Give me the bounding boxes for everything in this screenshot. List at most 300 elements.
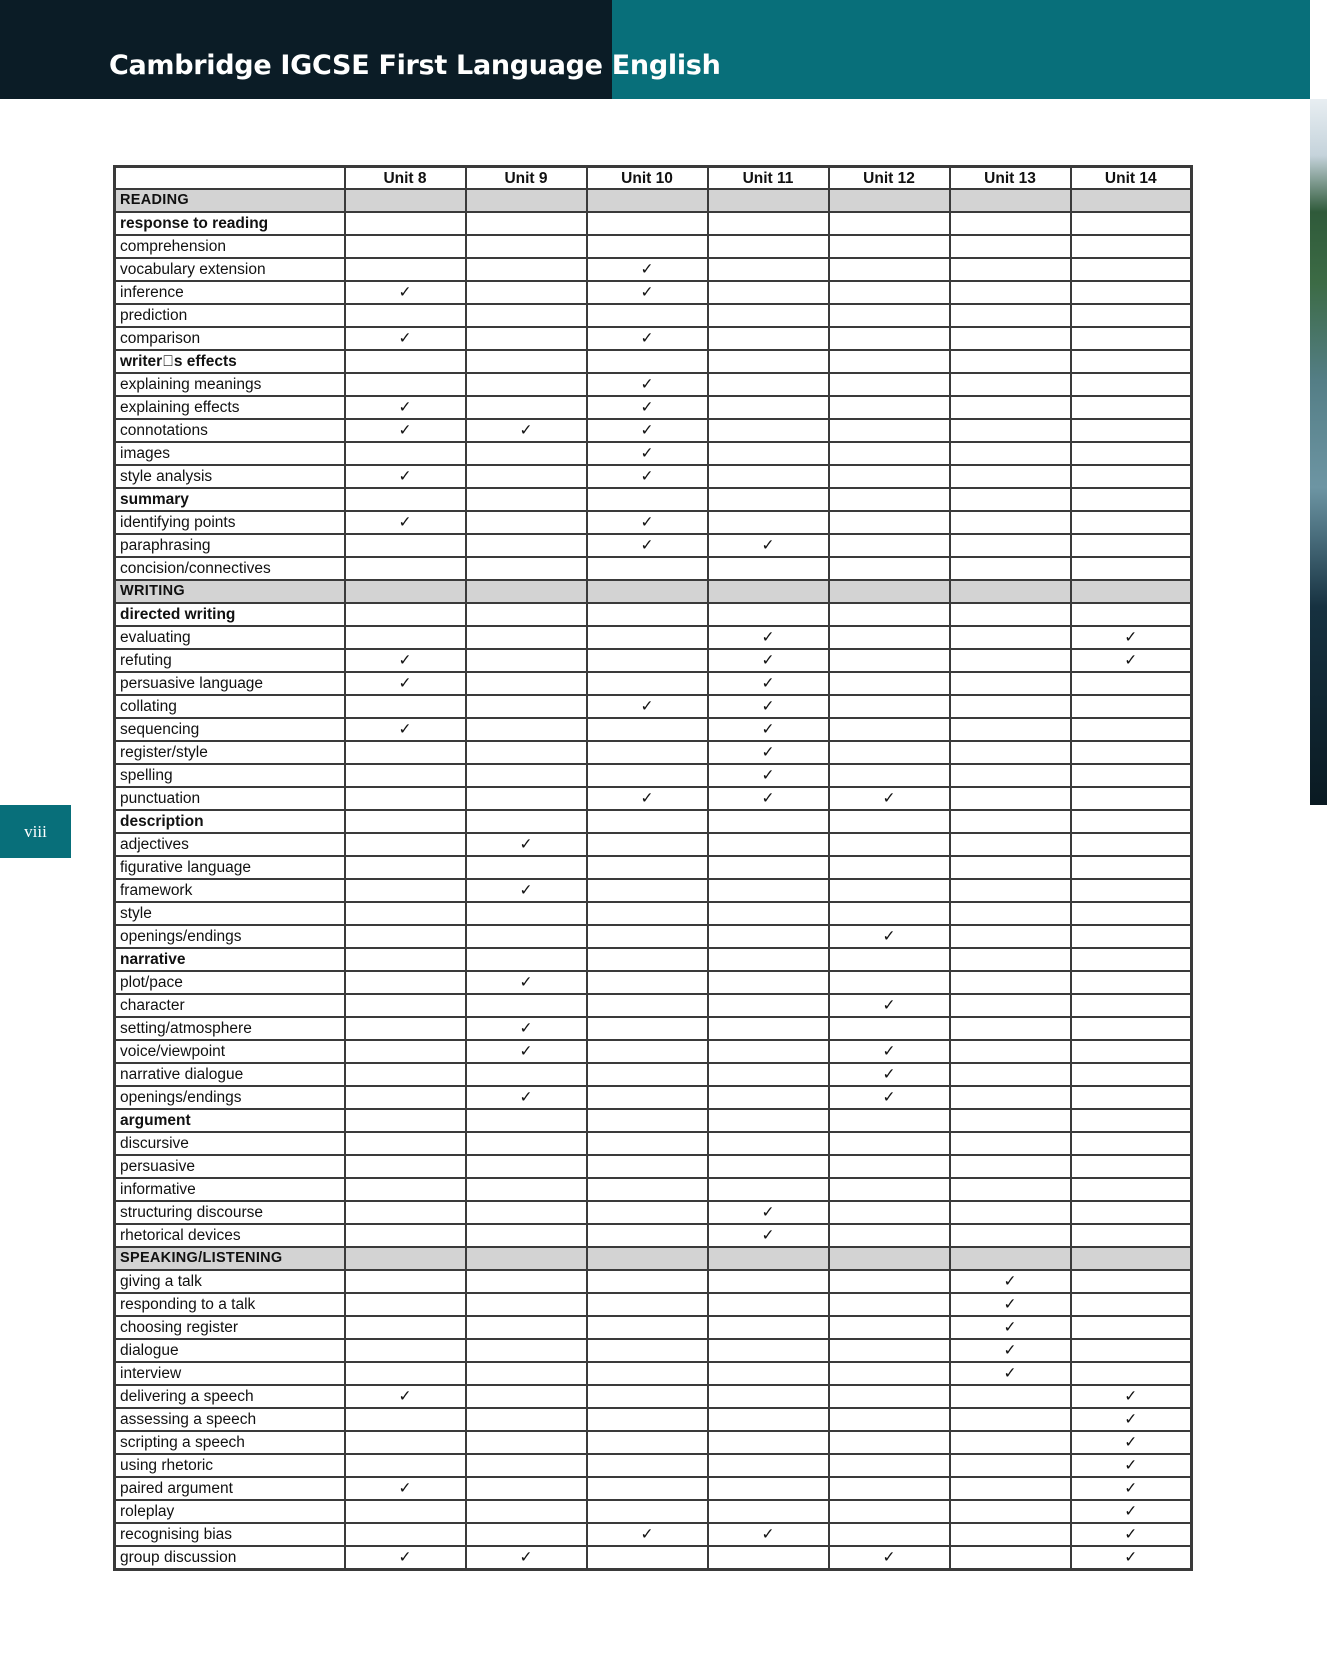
- empty-cell: [950, 1523, 1071, 1546]
- empty-cell: [708, 396, 829, 419]
- empty-cell: [345, 902, 466, 925]
- table-row: [115, 1270, 1192, 1293]
- empty-cell: [708, 1316, 829, 1339]
- table-row: [115, 649, 1192, 672]
- empty-cell: [466, 1109, 587, 1132]
- table-row: [115, 925, 1192, 948]
- empty-cell: [587, 1017, 708, 1040]
- row-label: paraphrasing: [115, 534, 345, 557]
- empty-cell: [345, 212, 466, 235]
- empty-cell: [950, 649, 1071, 672]
- check-mark-cell: ✓: [829, 1063, 950, 1086]
- empty-cell: [708, 948, 829, 971]
- empty-cell: [345, 1040, 466, 1063]
- empty-cell: [950, 672, 1071, 695]
- subheading-row: [115, 810, 1192, 833]
- empty-cell: [466, 741, 587, 764]
- empty-cell: [950, 396, 1071, 419]
- empty-cell: [829, 626, 950, 649]
- empty-cell: [950, 856, 1071, 879]
- check-mark-cell: ✓: [708, 1224, 829, 1247]
- empty-cell: [950, 1408, 1071, 1431]
- table-row: [115, 396, 1192, 419]
- empty-cell: [345, 235, 466, 258]
- empty-cell: [950, 304, 1071, 327]
- empty-cell: [950, 235, 1071, 258]
- empty-cell: [708, 304, 829, 327]
- empty-cell: [466, 304, 587, 327]
- empty-cell: [708, 1017, 829, 1040]
- empty-cell: [829, 718, 950, 741]
- check-mark-cell: ✓: [829, 1040, 950, 1063]
- empty-cell: [950, 534, 1071, 557]
- empty-cell: [829, 1155, 950, 1178]
- empty-cell: [345, 833, 466, 856]
- empty-cell: [1071, 212, 1192, 235]
- empty-cell: [1071, 1293, 1192, 1316]
- empty-cell: [345, 1408, 466, 1431]
- empty-cell: [466, 1431, 587, 1454]
- empty-cell: [345, 1178, 466, 1201]
- check-mark-cell: ✓: [466, 1017, 587, 1040]
- empty-cell: [829, 465, 950, 488]
- empty-cell: [466, 764, 587, 787]
- empty-cell: [950, 1431, 1071, 1454]
- empty-cell: [708, 1385, 829, 1408]
- empty-cell: [950, 488, 1071, 511]
- empty-cell: [1071, 1201, 1192, 1224]
- check-mark-cell: ✓: [466, 1040, 587, 1063]
- empty-cell: [466, 235, 587, 258]
- empty-cell: [345, 1224, 466, 1247]
- empty-cell: [345, 1293, 466, 1316]
- empty-cell: [950, 1224, 1071, 1247]
- table-row: [115, 1385, 1192, 1408]
- table-row: [115, 1201, 1192, 1224]
- row-label: narrative: [115, 948, 345, 971]
- empty-cell: [587, 1155, 708, 1178]
- empty-cell: [466, 1500, 587, 1523]
- empty-cell: [829, 1270, 950, 1293]
- table-row: [115, 879, 1192, 902]
- empty-cell: [587, 580, 708, 603]
- row-label: responding to a talk: [115, 1293, 345, 1316]
- empty-cell: [829, 1017, 950, 1040]
- empty-cell: [829, 511, 950, 534]
- empty-cell: [829, 534, 950, 557]
- column-header: Unit 8: [345, 167, 466, 190]
- empty-cell: [829, 258, 950, 281]
- row-label: recognising bias: [115, 1523, 345, 1546]
- empty-cell: [345, 1247, 466, 1270]
- check-mark-cell: ✓: [466, 419, 587, 442]
- empty-cell: [708, 189, 829, 212]
- row-label: argument: [115, 1109, 345, 1132]
- empty-cell: [1071, 902, 1192, 925]
- empty-cell: [466, 1385, 587, 1408]
- empty-cell: [708, 580, 829, 603]
- empty-cell: [950, 902, 1071, 925]
- empty-cell: [829, 1339, 950, 1362]
- empty-cell: [466, 350, 587, 373]
- edge-photo-strip: [1310, 99, 1327, 805]
- table-row: [115, 511, 1192, 534]
- page-number: viii: [24, 821, 47, 841]
- row-label: roleplay: [115, 1500, 345, 1523]
- empty-cell: [466, 1247, 587, 1270]
- empty-cell: [829, 1316, 950, 1339]
- row-label: structuring discourse: [115, 1201, 345, 1224]
- check-mark-cell: ✓: [1071, 1408, 1192, 1431]
- empty-cell: [1071, 672, 1192, 695]
- empty-cell: [466, 1454, 587, 1477]
- empty-cell: [587, 718, 708, 741]
- empty-cell: [466, 994, 587, 1017]
- empty-cell: [587, 1293, 708, 1316]
- empty-cell: [1071, 258, 1192, 281]
- empty-cell: [1071, 718, 1192, 741]
- empty-cell: [708, 1362, 829, 1385]
- empty-cell: [829, 580, 950, 603]
- check-mark-cell: ✓: [708, 626, 829, 649]
- table-row: [115, 626, 1192, 649]
- check-mark-cell: ✓: [1071, 1431, 1192, 1454]
- empty-cell: [1071, 1339, 1192, 1362]
- row-label: register/style: [115, 741, 345, 764]
- subheading-row: [115, 350, 1192, 373]
- empty-cell: [950, 442, 1071, 465]
- check-mark-cell: ✓: [950, 1316, 1071, 1339]
- empty-cell: [950, 925, 1071, 948]
- empty-cell: [345, 1431, 466, 1454]
- empty-cell: [1071, 1132, 1192, 1155]
- empty-cell: [950, 764, 1071, 787]
- table-row: [115, 971, 1192, 994]
- empty-cell: [829, 419, 950, 442]
- empty-cell: [1071, 396, 1192, 419]
- empty-cell: [829, 695, 950, 718]
- empty-cell: [345, 1155, 466, 1178]
- row-label: sequencing: [115, 718, 345, 741]
- row-label: using rhetoric: [115, 1454, 345, 1477]
- table-row: [115, 695, 1192, 718]
- check-mark-cell: ✓: [587, 327, 708, 350]
- row-label: images: [115, 442, 345, 465]
- check-mark-cell: ✓: [950, 1339, 1071, 1362]
- row-label: response to reading: [115, 212, 345, 235]
- empty-cell: [466, 534, 587, 557]
- empty-cell: [345, 695, 466, 718]
- empty-cell: [587, 741, 708, 764]
- empty-cell: [1071, 1040, 1192, 1063]
- empty-cell: [466, 1477, 587, 1500]
- row-label: READING: [115, 189, 345, 212]
- empty-cell: [708, 971, 829, 994]
- empty-cell: [708, 1477, 829, 1500]
- empty-cell: [466, 810, 587, 833]
- empty-cell: [1071, 925, 1192, 948]
- empty-cell: [708, 465, 829, 488]
- row-label: vocabulary extension: [115, 258, 345, 281]
- empty-cell: [345, 1017, 466, 1040]
- empty-cell: [587, 1178, 708, 1201]
- empty-cell: [587, 1500, 708, 1523]
- table-row: [115, 281, 1192, 304]
- check-mark-cell: ✓: [1071, 626, 1192, 649]
- empty-cell: [950, 695, 1071, 718]
- empty-cell: [1071, 741, 1192, 764]
- check-mark-cell: ✓: [708, 787, 829, 810]
- empty-cell: [829, 488, 950, 511]
- check-mark-cell: ✓: [587, 465, 708, 488]
- empty-cell: [829, 1132, 950, 1155]
- empty-cell: [466, 1293, 587, 1316]
- check-mark-cell: ✓: [345, 465, 466, 488]
- empty-cell: [829, 1523, 950, 1546]
- empty-cell: [345, 1362, 466, 1385]
- empty-cell: [345, 925, 466, 948]
- empty-cell: [466, 1155, 587, 1178]
- column-header: Unit 14: [1071, 167, 1192, 190]
- row-label: interview: [115, 1362, 345, 1385]
- empty-cell: [587, 626, 708, 649]
- empty-cell: [1071, 281, 1192, 304]
- empty-cell: [466, 465, 587, 488]
- empty-cell: [950, 465, 1071, 488]
- empty-cell: [708, 442, 829, 465]
- check-mark-cell: ✓: [950, 1270, 1071, 1293]
- check-mark-cell: ✓: [466, 833, 587, 856]
- empty-cell: [345, 1201, 466, 1224]
- empty-cell: [829, 1293, 950, 1316]
- check-mark-cell: ✓: [466, 879, 587, 902]
- empty-cell: [587, 1109, 708, 1132]
- check-mark-cell: ✓: [829, 1546, 950, 1570]
- empty-cell: [829, 281, 950, 304]
- empty-cell: [1071, 1178, 1192, 1201]
- empty-cell: [708, 1408, 829, 1431]
- empty-cell: [466, 212, 587, 235]
- empty-cell: [950, 1247, 1071, 1270]
- empty-cell: [829, 1224, 950, 1247]
- empty-cell: [587, 1431, 708, 1454]
- empty-cell: [587, 1224, 708, 1247]
- empty-cell: [708, 281, 829, 304]
- row-label: connotations: [115, 419, 345, 442]
- empty-cell: [587, 879, 708, 902]
- empty-cell: [829, 833, 950, 856]
- empty-cell: [950, 626, 1071, 649]
- row-label: collating: [115, 695, 345, 718]
- empty-cell: [708, 488, 829, 511]
- empty-cell: [950, 557, 1071, 580]
- check-mark-cell: ✓: [587, 1523, 708, 1546]
- empty-cell: [708, 1155, 829, 1178]
- empty-cell: [829, 856, 950, 879]
- check-mark-cell: ✓: [829, 787, 950, 810]
- empty-cell: [950, 971, 1071, 994]
- row-label: directed writing: [115, 603, 345, 626]
- empty-cell: [950, 603, 1071, 626]
- empty-cell: [708, 1040, 829, 1063]
- empty-cell: [1071, 764, 1192, 787]
- header-row: [115, 167, 1192, 190]
- empty-cell: [829, 350, 950, 373]
- empty-cell: [1071, 327, 1192, 350]
- empty-cell: [829, 948, 950, 971]
- check-mark-cell: ✓: [829, 994, 950, 1017]
- table-row: [115, 902, 1192, 925]
- empty-cell: [708, 1293, 829, 1316]
- empty-cell: [1071, 1316, 1192, 1339]
- check-mark-cell: ✓: [708, 649, 829, 672]
- check-mark-cell: ✓: [587, 534, 708, 557]
- table-row: [115, 672, 1192, 695]
- empty-cell: [1071, 787, 1192, 810]
- empty-cell: [708, 603, 829, 626]
- check-mark-cell: ✓: [1071, 1454, 1192, 1477]
- empty-cell: [1071, 695, 1192, 718]
- empty-cell: [708, 373, 829, 396]
- empty-cell: [708, 856, 829, 879]
- empty-cell: [587, 557, 708, 580]
- table-row: [115, 1500, 1192, 1523]
- empty-cell: [1071, 465, 1192, 488]
- column-header: Unit 10: [587, 167, 708, 190]
- empty-cell: [708, 1086, 829, 1109]
- row-label: assessing a speech: [115, 1408, 345, 1431]
- empty-cell: [708, 1500, 829, 1523]
- check-mark-cell: ✓: [466, 971, 587, 994]
- skills-table: [113, 165, 1193, 1571]
- table-row: [115, 833, 1192, 856]
- empty-cell: [950, 212, 1071, 235]
- empty-cell: [829, 1477, 950, 1500]
- row-label: refuting: [115, 649, 345, 672]
- empty-cell: [587, 1385, 708, 1408]
- check-mark-cell: ✓: [587, 695, 708, 718]
- check-mark-cell: ✓: [708, 741, 829, 764]
- empty-cell: [950, 1040, 1071, 1063]
- check-mark-cell: ✓: [345, 327, 466, 350]
- table-row: [115, 1086, 1192, 1109]
- empty-cell: [587, 1546, 708, 1570]
- section-row: [115, 1247, 1192, 1270]
- empty-cell: [950, 1178, 1071, 1201]
- page-number-tab: [0, 805, 71, 858]
- row-label: group discussion: [115, 1546, 345, 1570]
- empty-cell: [587, 1454, 708, 1477]
- empty-cell: [950, 1477, 1071, 1500]
- empty-cell: [950, 879, 1071, 902]
- empty-cell: [829, 212, 950, 235]
- empty-cell: [829, 902, 950, 925]
- row-label: giving a talk: [115, 1270, 345, 1293]
- check-mark-cell: ✓: [708, 695, 829, 718]
- empty-cell: [345, 856, 466, 879]
- row-label: paired argument: [115, 1477, 345, 1500]
- row-label: figurative language: [115, 856, 345, 879]
- empty-cell: [1071, 833, 1192, 856]
- empty-cell: [1071, 419, 1192, 442]
- row-label: dialogue: [115, 1339, 345, 1362]
- empty-cell: [950, 1109, 1071, 1132]
- empty-cell: [587, 1040, 708, 1063]
- empty-cell: [466, 189, 587, 212]
- row-label: narrative dialogue: [115, 1063, 345, 1086]
- empty-cell: [345, 488, 466, 511]
- row-label: explaining meanings: [115, 373, 345, 396]
- empty-cell: [587, 1086, 708, 1109]
- table-row: [115, 327, 1192, 350]
- subheading-row: [115, 212, 1192, 235]
- table-row: [115, 1063, 1192, 1086]
- check-mark-cell: ✓: [829, 1086, 950, 1109]
- empty-cell: [950, 1385, 1071, 1408]
- empty-cell: [829, 189, 950, 212]
- table-body: [115, 189, 1192, 1570]
- row-label: identifying points: [115, 511, 345, 534]
- check-mark-cell: ✓: [1071, 1385, 1192, 1408]
- empty-cell: [950, 419, 1071, 442]
- empty-cell: [708, 925, 829, 948]
- empty-cell: [708, 212, 829, 235]
- empty-cell: [708, 1178, 829, 1201]
- empty-cell: [1071, 557, 1192, 580]
- empty-cell: [829, 672, 950, 695]
- empty-cell: [708, 1431, 829, 1454]
- row-label: prediction: [115, 304, 345, 327]
- empty-cell: [950, 580, 1071, 603]
- empty-cell: [345, 1132, 466, 1155]
- empty-cell: [950, 281, 1071, 304]
- check-mark-cell: ✓: [1071, 1500, 1192, 1523]
- row-label: voice/viewpoint: [115, 1040, 345, 1063]
- empty-cell: [950, 1063, 1071, 1086]
- empty-cell: [345, 373, 466, 396]
- table-row: [115, 235, 1192, 258]
- row-label: openings/endings: [115, 925, 345, 948]
- empty-cell: [1071, 1362, 1192, 1385]
- row-label: evaluating: [115, 626, 345, 649]
- table-row: [115, 787, 1192, 810]
- row-label: writer s effects: [115, 350, 345, 373]
- check-mark-cell: ✓: [829, 925, 950, 948]
- empty-cell: [950, 373, 1071, 396]
- empty-cell: [829, 603, 950, 626]
- empty-cell: [950, 1201, 1071, 1224]
- table-row: [115, 994, 1192, 1017]
- table-row: [115, 557, 1192, 580]
- empty-cell: [345, 350, 466, 373]
- empty-cell: [1071, 511, 1192, 534]
- empty-cell: [1071, 603, 1192, 626]
- table-row: [115, 1155, 1192, 1178]
- empty-cell: [587, 672, 708, 695]
- check-mark-cell: ✓: [345, 1546, 466, 1570]
- subheading-row: [115, 1109, 1192, 1132]
- empty-cell: [466, 580, 587, 603]
- empty-cell: [466, 1362, 587, 1385]
- empty-cell: [829, 1385, 950, 1408]
- check-mark-cell: ✓: [950, 1362, 1071, 1385]
- row-label: rhetorical devices: [115, 1224, 345, 1247]
- empty-cell: [950, 1155, 1071, 1178]
- empty-cell: [466, 902, 587, 925]
- empty-cell: [1071, 1224, 1192, 1247]
- row-label: choosing register: [115, 1316, 345, 1339]
- column-header: Unit 12: [829, 167, 950, 190]
